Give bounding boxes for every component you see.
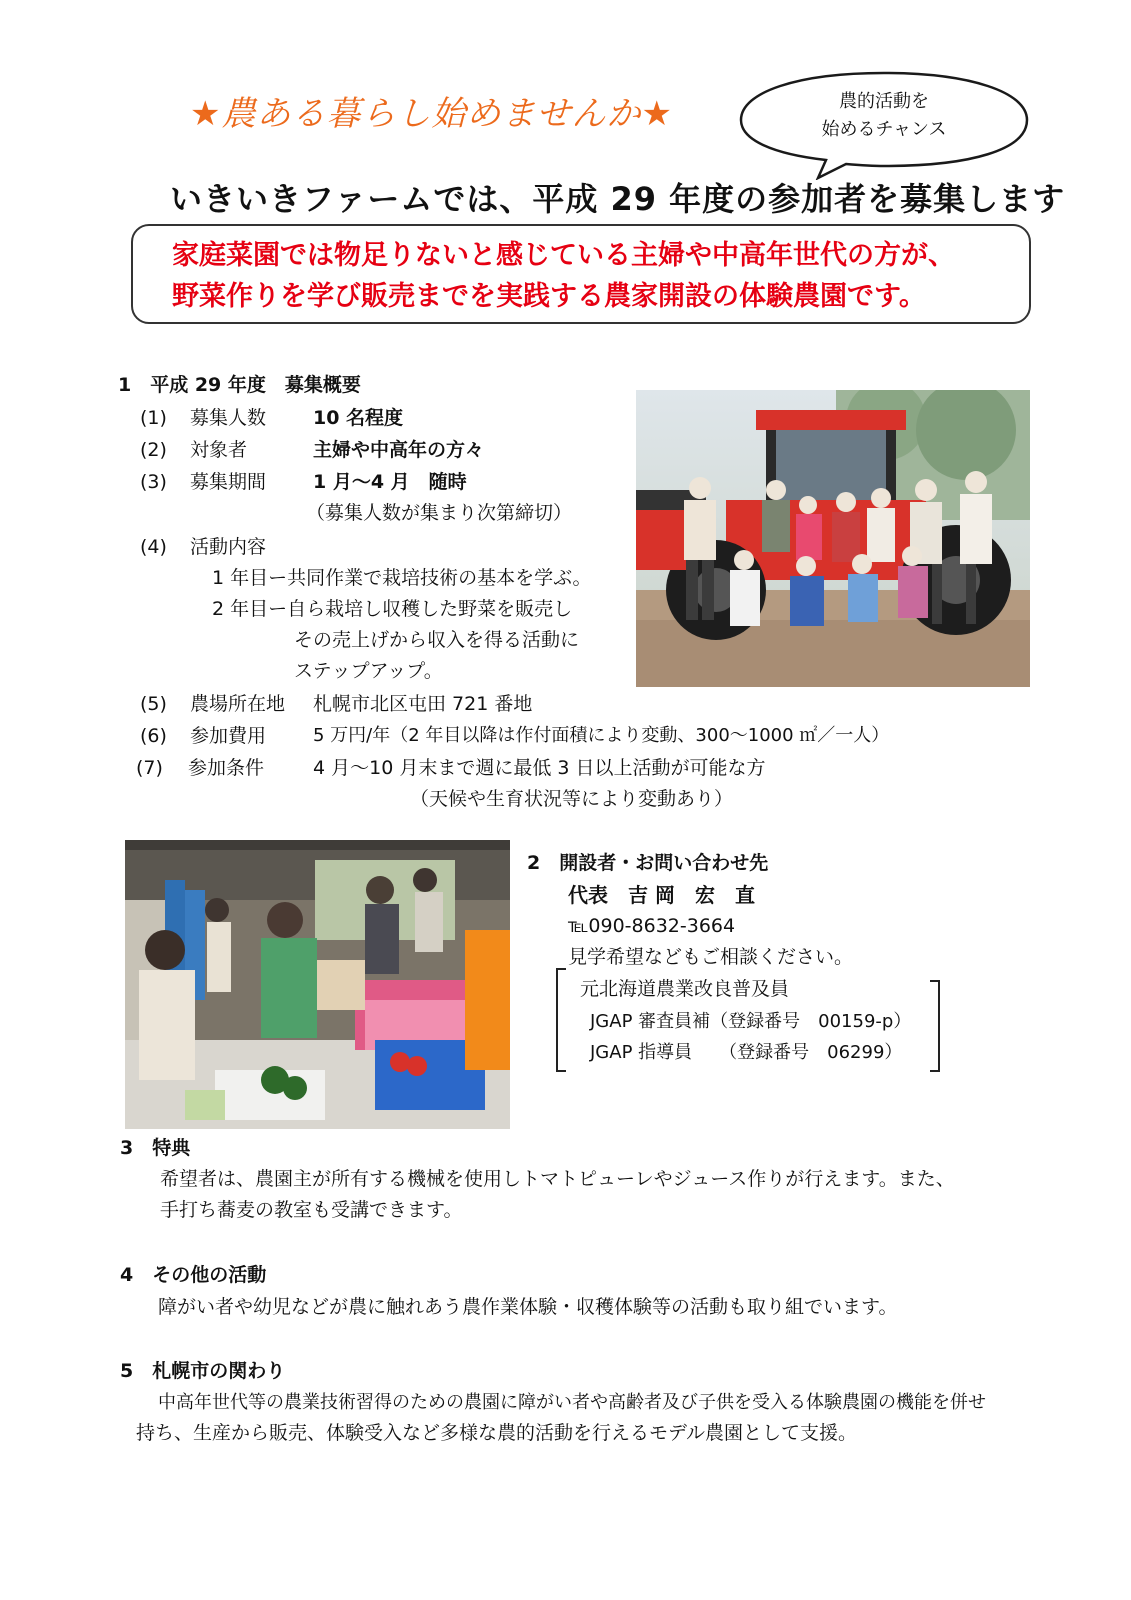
item3-value: 1 月～4 月 随時 <box>313 471 467 493</box>
item7-num: (7) <box>136 757 163 779</box>
item6-num: (6) <box>140 725 167 747</box>
group-tractor-photo <box>636 390 1030 687</box>
section2-heading: 2 開設者・お問い合わせ先 <box>527 852 769 874</box>
item6-value: 5 万円/年（2 年目以降は作付面積により変動、300～1000 ㎡／一人） <box>313 725 890 746</box>
item6-label: 参加費用 <box>190 725 267 747</box>
section4-heading: 4 その他の活動 <box>120 1264 267 1286</box>
page-title: ★農ある暮らし始めませんか★ <box>190 94 673 134</box>
period-note: （募集人数が集まり次第締切） <box>306 502 573 524</box>
visit-note: 見学希望などもご相談ください。 <box>568 946 854 968</box>
activity-line-4: ステップアップ。 <box>294 660 443 682</box>
credential-1: 元北海道農業改良普及員 <box>580 978 790 1000</box>
item2-value: 主婦や中高年の方々 <box>313 439 485 461</box>
item3-label: 募集期間 <box>190 471 267 493</box>
item7-value: 4 月～10 月末まで週に最低 3 日以上活動が可能な方 <box>313 757 766 779</box>
intro-line-2: 野菜作りを学び販売までを実践する農家開設の体験農園です。 <box>172 281 926 312</box>
section3-heading: 3 特典 <box>120 1137 191 1159</box>
section5-line-1: 中高年世代等の農業技術習得のための農園に障がい者や高齢者及び子供を受入る体験農園の機能を併せ <box>158 1392 986 1413</box>
bubble-line-2: 始めるチャンス <box>821 119 947 140</box>
item1-value: 10 名程度 <box>313 407 404 429</box>
credential-3: JGAP 指導員 （登録番号 06299） <box>590 1042 903 1063</box>
item4-label: 活動内容 <box>190 536 267 558</box>
item2-num: (2) <box>140 439 167 461</box>
section5-heading: 5 札幌市の関わり <box>120 1360 286 1382</box>
left-bracket <box>556 968 566 1072</box>
section3-line-1: 希望者は、農園主が所有する機械を使用しトマトピューレやジュース作りが行えます。また、 <box>160 1168 955 1190</box>
item7-label: 参加条件 <box>188 757 265 779</box>
packing-vegetables-photo <box>125 840 510 1129</box>
conditions-note: （天候や生育状況等により変動あり） <box>410 788 734 810</box>
activity-line-2: 2 年目ー自ら栽培し収穫した野菜を販売し <box>212 598 573 620</box>
section4-line-1: 障がい者や幼児などが農に触れあう農作業体験・収穫体験等の活動も取り組でいます。 <box>158 1296 898 1318</box>
activity-line-3: その売上げから収入を得る活動に <box>294 629 580 651</box>
right-bracket <box>930 980 940 1072</box>
section3-line-2: 手打ち蕎麦の教室も受講できます。 <box>160 1199 463 1221</box>
item5-num: (5) <box>140 693 167 715</box>
item1-label: 募集人数 <box>190 407 267 429</box>
intro-line-1: 家庭菜園では物足りないと感じている主婦や中高年世代の方が、 <box>172 240 955 271</box>
bubble-text <box>738 88 1030 144</box>
credential-2: JGAP 審査員補（登録番号 00159-p） <box>590 1011 912 1032</box>
representative: 代表 吉 岡 宏 直 <box>568 883 755 907</box>
item4-num: (4) <box>140 536 167 558</box>
telephone: ℡090-8632-3664 <box>568 915 736 937</box>
bubble-line-1: 農的活動を <box>839 91 929 112</box>
item5-value: 札幌市北区屯田 721 番地 <box>313 693 533 715</box>
activity-line-1: 1 年目ー共同作業で栽培技術の基本を学ぶ。 <box>212 567 592 589</box>
section5-line-2: 持ち、生産から販売、体験受入など多様な農的活動を行えるモデル農園として支援。 <box>136 1422 858 1444</box>
item2-label: 対象者 <box>190 439 248 461</box>
headline: いきいきファームでは、平成 29 年度の参加者を募集します <box>170 180 1066 218</box>
section1-heading: 1 平成 29 年度 募集概要 <box>118 374 361 396</box>
item5-label: 農場所在地 <box>190 693 286 715</box>
item3-num: (3) <box>140 471 167 493</box>
item1-num: (1) <box>140 407 167 429</box>
